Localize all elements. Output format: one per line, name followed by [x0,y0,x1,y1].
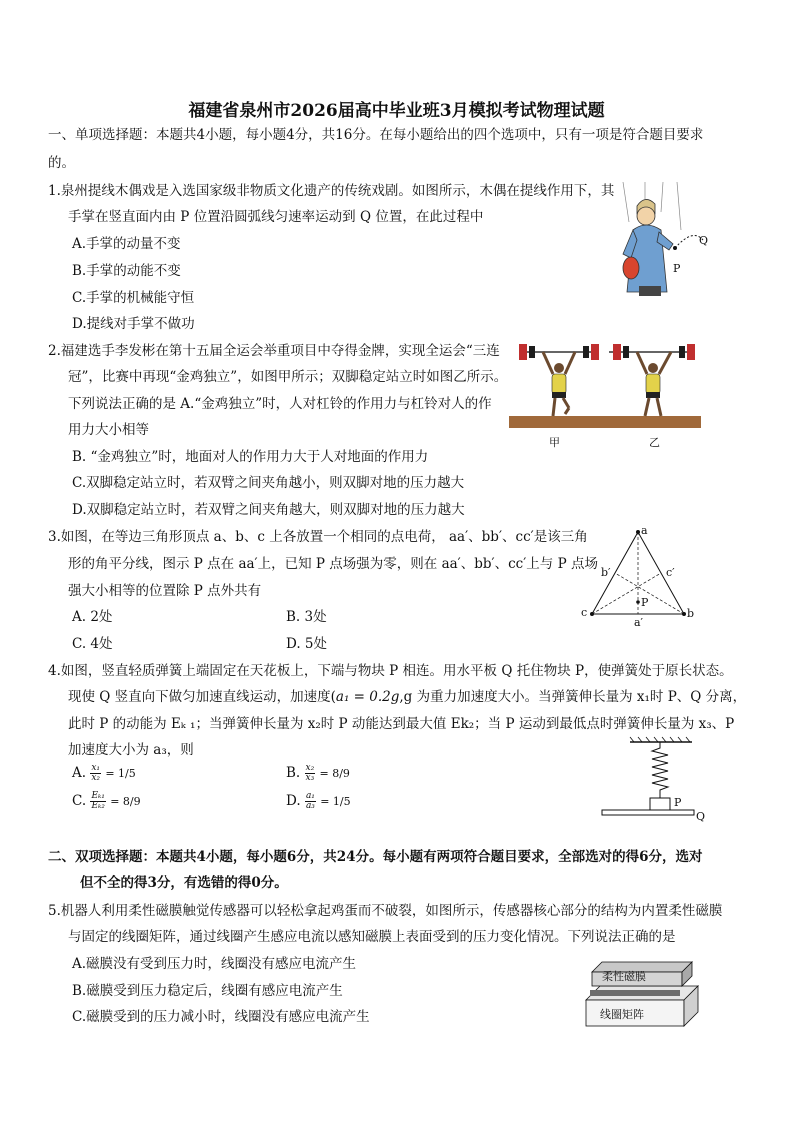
q1-label-p: P [673,262,681,275]
section1-heading-cont: 的。 [48,155,75,171]
q4-option-a-rhs: = 1/5 [105,767,136,780]
q4-option-d [286,792,351,811]
q4-option-d-fraction [305,792,316,811]
q4-option-c-den: Eₖ₂ [91,801,105,811]
q4-option-b [286,764,350,783]
q3-stem-line3: 强大小相等的位置除 P 点外共有 [68,583,262,599]
section1-heading: 一、单项选择题：本题共4小题，每小题4分，共16分。在每小题给出的四个选项中，只有一项是符合题目要求 [48,127,704,143]
q5-option-a: A.磁膜没有受到压力时，线圈没有感应电流产生 [72,956,357,972]
q4-option-a-num: x₁ [91,763,101,773]
q1-puppet-figure [615,182,725,304]
q3-label-p: P [641,596,649,609]
q2-option-d: D.双脚稳定站立时，若双臂之间夹角越大，则双脚对地的压力越大 [72,502,465,518]
q4-stem-line1: 4.如图，竖直轻质弹簧上端固定在天花板上，下端与物块 P 相连。用水平板 Q 托住物块 P，使弹簧处于原长状态。 [48,663,733,679]
q4-option-d-label: D. [286,793,301,809]
q1-option-a: A.手掌的动量不变 [72,236,181,252]
q4-spring-figure [596,736,708,822]
q5-label-coil: 线圈矩阵 [600,1008,644,1021]
q5-option-b: B.磁膜受到压力稳定后，线圈有感应电流产生 [72,983,343,999]
q4-label-q: Q [696,810,706,823]
q4-stem-line4: 加速度大小为 a₃，则 [68,742,194,758]
q1-option-c: C.手掌的机械能守恒 [72,290,195,306]
q2-option-b: B. “金鸡独立”时，地面对人的作用力大于人对地面的作用力 [72,449,429,465]
q1-stem-line1: 1.泉州提线木偶戏是入选国家级非物质文化遗产的传统戏剧。如图所示，木偶在提线作用下，其 [48,183,615,199]
paper-title: 福建省泉州市2026届高中毕业班3月模拟考试物理试题 [188,101,605,121]
q4-option-b-num: x₂ [305,763,315,773]
q4-stem-line3: 此时 P 的动能为 Eₖ ₁；当弹簧伸长量为 x₂时 P 动能达到最大值 Ek₂；当 P 运动到最低点时弹簧伸长量为 x₃、P [68,716,735,732]
q4-option-c-label: C. [72,793,87,809]
q1-label-q: Q [699,234,709,247]
q3-label-c: c [581,606,588,619]
q1-option-b: B.手掌的动能不变 [72,263,181,279]
q4-option-b-den: x₃ [305,773,315,783]
q4-option-c-num: Eₖ₁ [91,791,105,801]
q3-option-d: D. 5处 [286,636,328,652]
q5-label-membrane: 柔性磁膜 [602,970,646,983]
q3-option-c: C. 4处 [72,636,113,652]
q2-stem-line4: 用力大小相等 [68,422,149,438]
q4-option-a-fraction [90,764,101,783]
q4-option-b-fraction [305,764,316,783]
q1-option-d: D.提线对手掌不做功 [72,316,195,332]
q4-option-a-den: x₂ [91,773,101,783]
q4-option-c-rhs: = 8/9 [110,795,141,808]
q4-stem-line2 [68,688,746,706]
q5-stem-line2: 与固定的线圈矩阵，通过线圈产生感应电流以感知磁膜上表面受到的压力变化情况。下列说法正确的是 [68,929,676,945]
q5-stem-line1: 5.机器人利用柔性磁膜触觉传感器可以轻松拿起鸡蛋而不破裂，如图所示，传感器核心部分的结构为内置柔性磁膜 [48,903,723,919]
q4-option-a-label: A. [72,765,87,781]
q3-option-a: A. 2处 [72,609,113,625]
q4-label-p: P [674,796,682,809]
q2-label-jia: 甲 [549,436,560,449]
q5-option-c: C.磁膜受到的压力减小时，线圈没有感应电流产生 [72,1009,370,1025]
q4-option-b-label: B. [286,765,301,781]
q2-stem-line3: 下列说法正确的是 A.“金鸡独立”时，人对杠铃的作用力与杠铃对人的作 [68,396,492,412]
q3-option-b: B. 3处 [286,609,327,625]
q3-label-b-prime: b′ [601,566,611,579]
q4-stem-line2-b: ,g 为重力加速度大小。当弹簧伸长量为 x₁时 P、Q 分离， [399,689,747,705]
q4-option-c [72,792,141,811]
q4-accel-formula: a₁ = 0.2g [335,689,400,705]
section2-heading-cont: 但不全的得3分，有选错的得0分。 [80,875,288,891]
q4-stem-line2-a: 现使 Q 竖直向下做匀加速直线运动，加速度( [68,689,336,705]
section2-heading: 二、双项选择题：本题共4小题，每小题6分，共24分。每小题有两项符合题目要求，全部选对的得6分，选对 [48,849,703,865]
q4-option-d-rhs: = 1/5 [320,795,351,808]
q3-label-c-prime: c′ [666,566,675,579]
q2-label-yi: 乙 [649,436,660,449]
q3-stem-line2: 形的角平分线，图示 P 点在 aa′上，已知 P 点场强为零，则在 aa′、bb′、cc′上与 P 点场 [68,556,598,572]
q2-option-c: C.双脚稳定站立时，若双臂之间夹角越小，则双脚对地的压力越大 [72,475,465,491]
q1-stem-line2: 手掌在竖直面内由 P 位置沿圆弧线匀速率运动到 Q 位置，在此过程中 [68,209,484,225]
q3-label-a: a [641,524,648,537]
q3-label-a-prime: a′ [634,616,644,629]
q4-option-d-num: a₁ [305,791,315,801]
q3-label-b: b [687,607,695,620]
q2-stem-line1: 2.福建选手李发彬在第十五届全运会举重项目中夺得金牌，实现全运会“三连 [48,343,500,359]
q5-sensor-figure [582,956,702,1030]
q4-option-b-rhs: = 8/9 [319,767,350,780]
q2-weightlifter-figure [509,338,701,449]
q4-option-a [72,764,136,783]
q3-stem-line1: 3.如图，在等边三角形顶点 a、b、c 上各放置一个相同的点电荷， aa′、bb′、cc′是该三角 [48,529,588,545]
q2-stem-line2: 冠”，比赛中再现“金鸡独立”，如图甲所示；双脚稳定站立时如图乙所示。 [68,369,508,385]
q3-triangle-figure [578,522,696,632]
q4-option-c-fraction [90,792,105,811]
q4-option-d-den: a₃ [305,801,315,811]
